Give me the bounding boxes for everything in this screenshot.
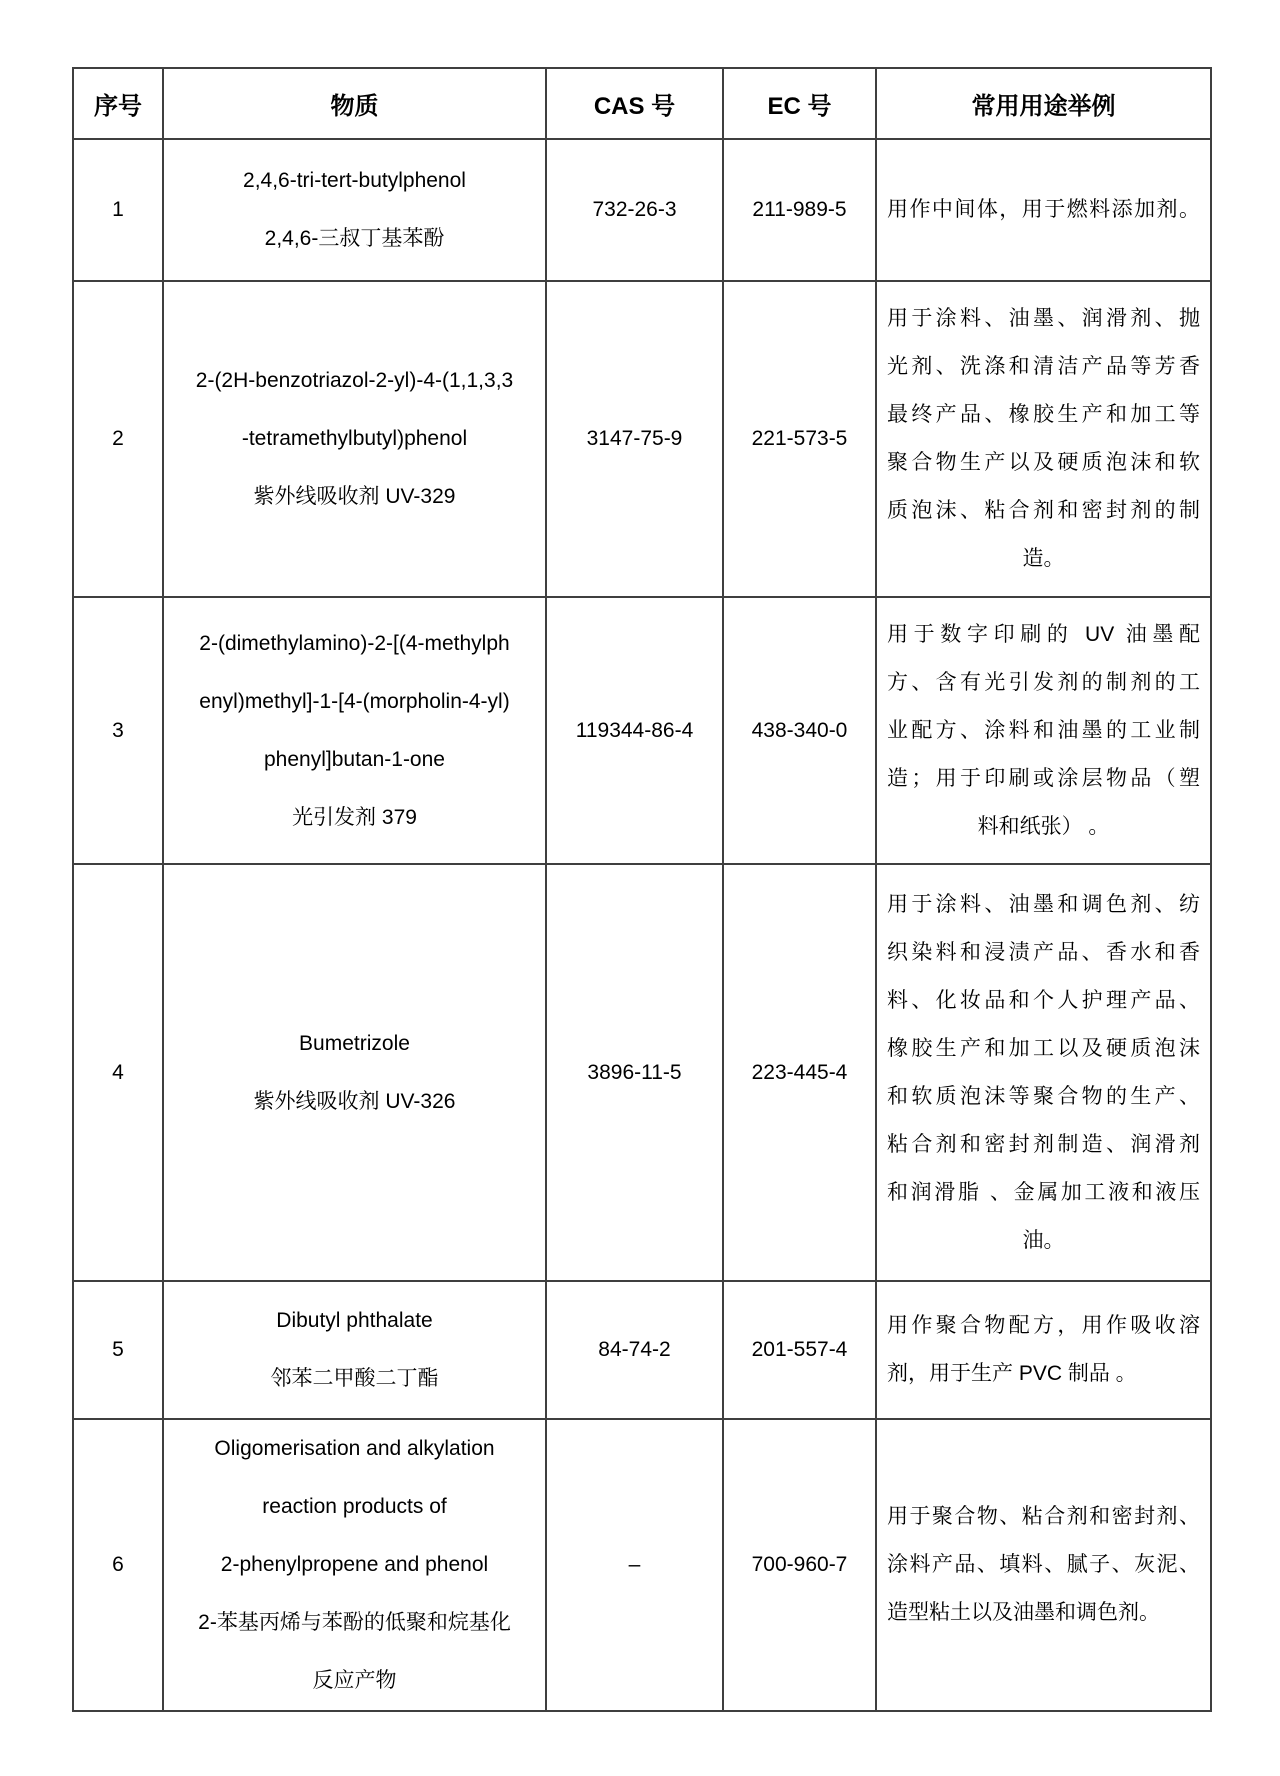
substance-line: 2,4,6-tri-tert-butylphenol bbox=[243, 169, 466, 192]
use-text-line: 用于涂料、油墨和调色剂、纺 bbox=[887, 892, 1200, 916]
substance-name-cell bbox=[163, 281, 546, 597]
use-text-line: 质泡沫、粘合剂和密封剂的制 bbox=[887, 499, 1200, 522]
substance-line: 邻苯二甲酸二丁酯 bbox=[270, 1367, 439, 1390]
use-text-line: 光剂、洗涤和清洁产品等芳香 bbox=[887, 355, 1200, 378]
use-text-line: 业配方、涂料和油墨的工业制 bbox=[887, 718, 1200, 742]
cas-number: 3896-11-5 bbox=[546, 864, 723, 1281]
substance-line: 紫外线吸收剂 UV-329 bbox=[253, 485, 456, 508]
ec-number: 438-340-0 bbox=[723, 597, 876, 864]
use-text-line: 造；用于印刷或涂层物品（塑 bbox=[887, 766, 1200, 790]
substance-line: 光引发剂 379 bbox=[292, 805, 417, 829]
common-use-cell bbox=[876, 864, 1211, 1281]
use-text-line: 最终产品、橡胶生产和加工等 bbox=[887, 403, 1200, 426]
substance-line: 2,4,6-三叔丁基苯酚 bbox=[264, 227, 445, 250]
common-use-cell bbox=[876, 139, 1211, 281]
substance-line: Dibutyl phthalate bbox=[276, 1309, 433, 1332]
cas-number: – bbox=[546, 1419, 723, 1711]
table-body bbox=[73, 139, 1211, 1711]
use-text-line: 橡胶生产和加工以及硬质泡沫 bbox=[887, 1036, 1200, 1060]
substance-line: phenyl]butan-1-one bbox=[264, 747, 445, 771]
use-text-line: 聚合物生产以及硬质泡沫和软 bbox=[887, 451, 1200, 474]
substance-line: -tetramethylbutyl)phenol bbox=[241, 427, 468, 450]
use-text-line: 粘合剂和密封剂制造、润滑剂 bbox=[887, 1132, 1200, 1156]
use-text-line: 料和纸张） 。 bbox=[977, 814, 1110, 838]
use-text-line: 用于数字印刷的 UV 油墨配 bbox=[887, 622, 1200, 646]
table-row bbox=[73, 281, 1211, 597]
substance-line: 2-(dimethylamino)-2-[(4-methylph bbox=[199, 631, 510, 655]
use-text-line: 造型粘土以及油墨和调色剂。 bbox=[887, 1601, 1160, 1624]
use-text-line: 和润滑脂 、金属加工液和液压 bbox=[887, 1180, 1200, 1204]
use-text-line: 油。 bbox=[1022, 1228, 1065, 1252]
table-row bbox=[73, 139, 1211, 281]
substance-line: 2-(2H-benzotriazol-2-yl)-4-(1,1,3,3 bbox=[195, 369, 514, 392]
substance-line: 2-phenylpropene and phenol bbox=[220, 1553, 489, 1576]
substance-line: 2-苯基丙烯与苯酚的低聚和烷基化 bbox=[198, 1611, 511, 1634]
use-text-line: 料、化妆品和个人护理产品、 bbox=[887, 988, 1200, 1012]
substance-table bbox=[72, 67, 1212, 1712]
use-text-line: 用作聚合物配方，用作吸收溶 bbox=[887, 1314, 1200, 1337]
row-number: 6 bbox=[73, 1419, 163, 1711]
col-header-cas: CAS 号 bbox=[546, 68, 723, 139]
substance-name-cell bbox=[163, 1281, 546, 1419]
table-row bbox=[73, 1281, 1211, 1419]
table-row bbox=[73, 1419, 1211, 1711]
ec-number: 201-557-4 bbox=[723, 1281, 876, 1419]
header-row bbox=[73, 68, 1211, 139]
common-use-cell bbox=[876, 281, 1211, 597]
common-use-cell bbox=[876, 597, 1211, 864]
substance-line: Bumetrizole bbox=[299, 1031, 410, 1055]
substance-name-cell bbox=[163, 139, 546, 281]
use-text-line: 用于涂料、油墨、润滑剂、抛 bbox=[887, 307, 1200, 330]
use-text-line: 织染料和浸渍产品、香水和香 bbox=[887, 940, 1200, 964]
row-number: 3 bbox=[73, 597, 163, 864]
row-number: 4 bbox=[73, 864, 163, 1281]
common-use-cell bbox=[876, 1281, 1211, 1419]
common-use-cell bbox=[876, 1419, 1211, 1711]
cas-number: 3147-75-9 bbox=[546, 281, 723, 597]
substance-line: 反应产物 bbox=[312, 1669, 397, 1692]
col-header-use: 常用用途举例 bbox=[876, 68, 1211, 139]
substance-name-cell bbox=[163, 864, 546, 1281]
table-row bbox=[73, 864, 1211, 1281]
row-number: 5 bbox=[73, 1281, 163, 1419]
substance-name-cell bbox=[163, 1419, 546, 1711]
ec-number: 221-573-5 bbox=[723, 281, 876, 597]
use-text-line: 涂料产品、填料、腻子、灰泥、 bbox=[887, 1553, 1200, 1576]
substance-line: Oligomerisation and alkylation bbox=[214, 1437, 495, 1460]
row-number: 2 bbox=[73, 281, 163, 597]
use-text-line: 用作中间体，用于燃料添加剂。 bbox=[887, 198, 1200, 221]
ec-number: 211-989-5 bbox=[723, 139, 876, 281]
use-text-line: 剂，用于生产 PVC 制品 。 bbox=[887, 1362, 1137, 1385]
col-header-no: 序号 bbox=[73, 68, 163, 139]
table-row bbox=[73, 597, 1211, 864]
use-text-line: 和软质泡沫等聚合物的生产、 bbox=[887, 1084, 1200, 1108]
use-text-line: 方、含有光引发剂的制剂的工 bbox=[887, 670, 1200, 694]
ec-number: 700-960-7 bbox=[723, 1419, 876, 1711]
col-header-substance: 物质 bbox=[163, 68, 546, 139]
use-text-line: 用于聚合物、粘合剂和密封剂、 bbox=[887, 1505, 1200, 1528]
substance-line: 紫外线吸收剂 UV-326 bbox=[253, 1089, 456, 1113]
cas-number: 84-74-2 bbox=[546, 1281, 723, 1419]
ec-number: 223-445-4 bbox=[723, 864, 876, 1281]
cas-number: 119344-86-4 bbox=[546, 597, 723, 864]
substance-line: reaction products of bbox=[262, 1495, 447, 1518]
cas-number: 732-26-3 bbox=[546, 139, 723, 281]
substance-line: enyl)methyl]-1-[4-(morpholin-4-yl) bbox=[199, 689, 510, 713]
row-number: 1 bbox=[73, 139, 163, 281]
col-header-ec: EC 号 bbox=[723, 68, 876, 139]
substance-name-cell bbox=[163, 597, 546, 864]
use-text-line: 造。 bbox=[1022, 547, 1065, 570]
